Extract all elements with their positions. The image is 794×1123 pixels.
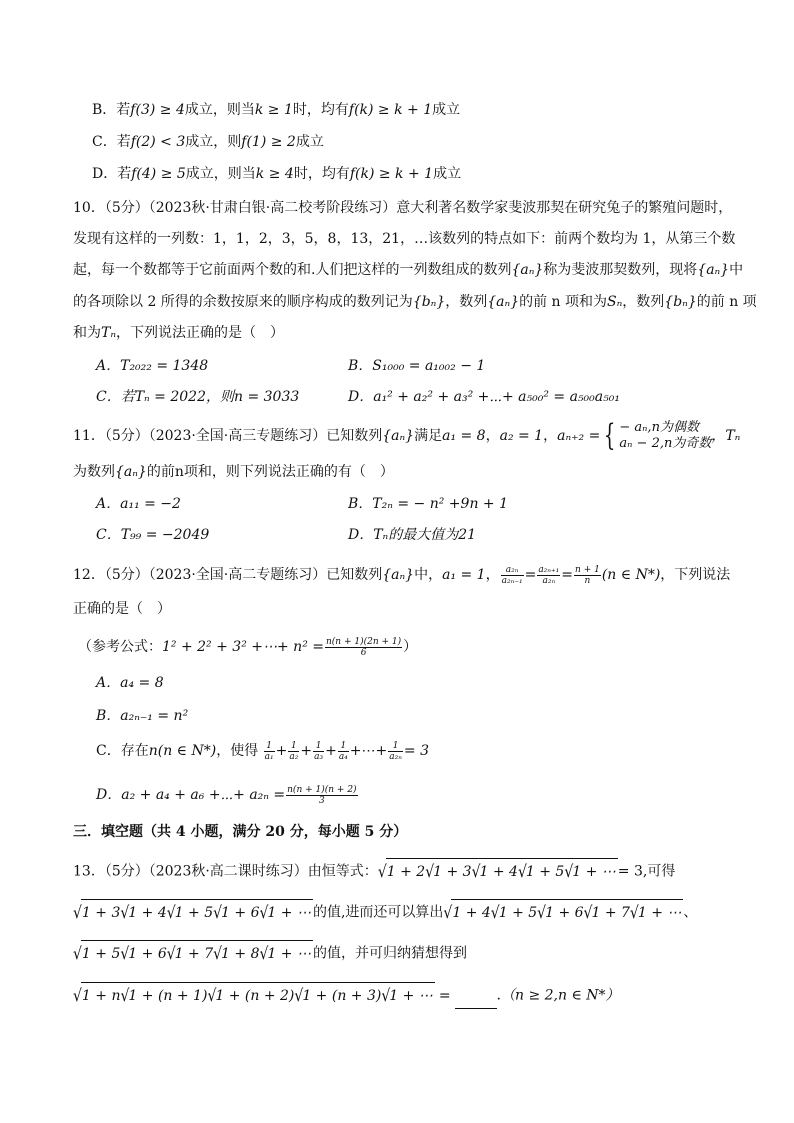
text: ，下列说法正确的是（ ） xyxy=(116,325,285,341)
text: ， xyxy=(485,567,500,583)
radical-term: 1 + 3 xyxy=(433,864,472,880)
math-expr: {bₙ} xyxy=(664,294,697,310)
radical-term: 1 + 5 xyxy=(174,905,214,921)
numerator: a₂ₙ xyxy=(501,565,524,576)
equals-sign: = xyxy=(561,567,574,583)
radical-term: 1 + ⋯ xyxy=(267,905,311,921)
numerator: 1 xyxy=(288,741,299,752)
text: 11．（5分）（2023·全国·高三专题练习）已知数列 xyxy=(73,428,383,444)
radical-term: 1 + 2 xyxy=(386,864,426,880)
q13-stem-line2 xyxy=(73,899,697,926)
math-expr: n(n ∈ N*) xyxy=(148,743,217,759)
option-label: B．若 xyxy=(92,102,131,118)
q10-option-d: D．a₁² + a₂² + a₃² +⋯+ a₅₀₀² = a₅₀₀a₅₀₁ xyxy=(348,389,620,405)
q13-stem-line1 xyxy=(73,858,675,885)
q10-stem-line3 xyxy=(73,260,743,280)
fraction xyxy=(325,637,402,658)
math-expr: a₂ = 1 xyxy=(499,428,544,444)
q10-stem-line2: 发现有这样的一列数：1，1，2，3，5，8，13，21，…该数列的特点如下：前两个数均为 1，从第三个数 xyxy=(73,231,736,247)
text: 起，每一个数都等于它前面两个数的和.人们把这样的一列数组成的数列 xyxy=(73,262,512,278)
text: 12．（5分）（2023·全国·高二专题练习）已知数列 xyxy=(73,567,383,583)
radical-term: 1 + 7 xyxy=(174,946,214,962)
fraction xyxy=(286,785,357,806)
text: ） xyxy=(403,639,418,655)
numerator: n(n + 1)(2n + 1) xyxy=(326,636,402,647)
text: （参考公式： xyxy=(78,639,162,655)
text: 的值,进而还可以算出 xyxy=(312,904,444,921)
text: 成立，则当 xyxy=(185,166,256,182)
q11-option-b: B．T₂ₙ = − n² +9n + 1 xyxy=(348,496,508,512)
text: 的值，并可归纳猜想得到 xyxy=(312,945,467,962)
math-expr: k ≥ 1 xyxy=(254,102,293,118)
q13-stem-line4 xyxy=(73,982,620,1009)
math-expr: 1² + 2² + 3² +⋯+ n² = xyxy=(162,639,324,655)
text: 成立 xyxy=(432,102,461,118)
plus-sign: + xyxy=(325,743,337,759)
denominator: n xyxy=(584,575,591,586)
numerator: 1 xyxy=(313,741,324,752)
radical-term: 1 + 4 xyxy=(452,905,491,921)
numerator: a₂ₙ₊₁ xyxy=(538,564,560,575)
nested-radical: √1 + 5√1 + 6√1 + 7√1 + 8√1 + ⋯ xyxy=(73,940,313,967)
math-expr: {aₙ} xyxy=(511,262,544,278)
case-even: − aₙ,n为偶数 xyxy=(619,420,699,435)
denominator: a₂ xyxy=(289,751,299,762)
math-expr: {aₙ} xyxy=(382,428,415,444)
q9-option-c xyxy=(92,132,324,152)
q11-stem-line2 xyxy=(73,462,394,482)
radical-term: 1 + 7 xyxy=(591,905,630,921)
q9-option-d xyxy=(92,164,461,184)
radical-term: 1 + 4 xyxy=(479,864,518,880)
denominator: 6 xyxy=(360,647,367,658)
left-brace: { xyxy=(604,418,616,453)
math-expr: {aₙ} xyxy=(697,262,730,278)
math-expr: aₙ₊₂ = xyxy=(557,428,601,444)
math-expr: （n ≥ 2,n ∈ N*） xyxy=(501,987,620,1004)
math-expr: f(4) ≥ 5 xyxy=(131,166,186,182)
q13-stem-line3 xyxy=(73,940,467,967)
fraction xyxy=(574,565,601,586)
math-expr: Tₙ xyxy=(101,325,117,341)
radical-term: 1 + ⋯ xyxy=(637,905,682,921)
q10-stem-line1: 10．（5分）（2023秋·甘肃白银·高二校考阶段练习）意大利著名数学家斐波那契在研究兔子的繁殖问题时， xyxy=(73,200,733,216)
q11-option-a: A．a₁₁ = −2 xyxy=(96,496,181,512)
text: 成立，则当 xyxy=(184,102,255,118)
q9-option-b xyxy=(92,100,460,120)
option-label: C．若 xyxy=(92,134,131,150)
section-heading: 三．填空题（共 4 小题，满分 20 分，每小题 5 分） xyxy=(73,824,408,840)
equals-sign: = xyxy=(524,567,537,583)
numerator: n(n + 1)(n + 2) xyxy=(287,784,357,795)
radical-term: 1 + (n + 3) xyxy=(302,988,382,1004)
math-expr: Sₙ xyxy=(607,294,623,310)
text: ，数列 xyxy=(445,294,488,310)
text: ，使得 xyxy=(216,743,259,759)
radical-term: 1 + 6 xyxy=(128,946,167,962)
fraction xyxy=(388,741,403,762)
text: 的各项除以 2 所得的余数按原来的顺序构成的数列记为 xyxy=(73,294,413,310)
text: 和为 xyxy=(73,325,101,341)
radical-term: 1 + 3 xyxy=(81,905,121,921)
denominator: a₁ xyxy=(264,751,274,762)
plus-sign: + xyxy=(300,743,313,759)
numerator: n + 1 xyxy=(575,564,600,575)
text: ，下列说法 xyxy=(660,567,731,583)
plus-sign: + xyxy=(275,743,288,759)
radical-term: 1 + 6 xyxy=(221,905,260,921)
ellipsis: +⋯+ xyxy=(349,743,388,759)
q12-option-a: A．a₄ = 8 xyxy=(96,675,164,691)
nested-radical: √1 + 3√1 + 4√1 + 5√1 + 6√1 + ⋯ xyxy=(73,899,313,926)
denominator: a₂ₙ xyxy=(542,575,556,586)
radical-term: 1 + (n + 1) xyxy=(128,988,208,1004)
math-expr: ，Tₙ xyxy=(711,428,741,444)
denominator: 3 xyxy=(318,795,325,806)
radical-term: 1 + 5 xyxy=(81,946,121,962)
math-expr: D．a₂ + a₄ + a₆ +⋯+ a₂ₙ = xyxy=(96,787,286,803)
q12-option-d xyxy=(96,782,359,808)
math-expr: f(1) ≥ 2 xyxy=(241,134,296,150)
text: 时，均有 xyxy=(293,166,350,182)
numerator: 1 xyxy=(264,741,275,752)
text: 的前n项和，则下列说法正确的有（ ） xyxy=(146,464,394,480)
q11-option-d: D．Tₙ的最大值为21 xyxy=(348,527,477,543)
text: ， xyxy=(485,428,500,444)
math-expr: (n ∈ N*) xyxy=(601,567,661,583)
text: = 3,可得 xyxy=(617,863,676,880)
text: 的前 n 项和为 xyxy=(519,294,608,310)
text: C．存在 xyxy=(96,743,149,759)
radical-term: 1 + 6 xyxy=(545,905,584,921)
text: 、 xyxy=(683,904,698,921)
radical-term: 1 + 5 xyxy=(525,864,565,880)
radical-term: 1 + ⋯ xyxy=(267,946,311,962)
fraction xyxy=(313,741,324,762)
text: 的前 n 项 xyxy=(696,294,757,310)
text: ，数列 xyxy=(622,294,665,310)
math-expr: f(k) ≥ k + 1 xyxy=(349,166,434,182)
option-label: D．若 xyxy=(92,166,132,182)
nested-radical: √1 + n√1 + (n + 1)√1 + (n + 2)√1 + (n + 3)√1 + ⋯ xyxy=(73,982,435,1009)
math-expr: k ≥ 4 xyxy=(255,166,294,182)
numerator: 1 xyxy=(338,741,349,752)
text: . xyxy=(496,987,501,1004)
math-expr: a₁ = 1 xyxy=(442,567,486,583)
text: 成立 xyxy=(433,166,462,182)
q12-option-c xyxy=(96,738,429,764)
text: 中 xyxy=(729,262,744,278)
q11-stem-line1 xyxy=(73,420,740,452)
math-expr: f(3) ≥ 4 xyxy=(130,102,185,118)
math-expr: {bₙ} xyxy=(412,294,446,310)
text: 为数列 xyxy=(73,464,115,480)
q10-option-b: B．S₁₀₀₀ = a₁₀₀₂ − 1 xyxy=(348,358,486,374)
math-expr: f(2) < 3 xyxy=(130,134,186,150)
radical-term: 1 + ⋯ xyxy=(389,988,433,1004)
fraction xyxy=(338,741,349,762)
nested-radical: √1 + 4√1 + 5√1 + 6√1 + 7√1 + ⋯ xyxy=(443,899,683,926)
text: 成立，则 xyxy=(185,134,242,150)
radical-term: 1 + 8 xyxy=(221,946,260,962)
text: 中， xyxy=(414,567,443,583)
q12-reference-formula xyxy=(78,634,417,660)
fraction xyxy=(264,741,275,762)
math-expr: f(k) ≥ k + 1 xyxy=(348,102,433,118)
q12-stem-line2: 正确的是（ ） xyxy=(73,601,171,617)
answer-blank[interactable] xyxy=(455,994,497,1009)
denominator: a₂ₙ xyxy=(389,751,402,762)
q12-option-b: B．a₂ₙ₋₁ = n² xyxy=(96,708,189,724)
radical-term: 1 + 4 xyxy=(128,905,167,921)
math-expr: a₁ = 8 xyxy=(442,428,486,444)
denominator: a₄ xyxy=(338,751,348,762)
numerator: 1 xyxy=(388,741,403,752)
q10-stem-line5 xyxy=(73,323,284,343)
text: 满足 xyxy=(414,428,443,444)
text: 时，均有 xyxy=(292,102,349,118)
denominator: a₂ₙ₋₁ xyxy=(501,575,523,586)
text: 称为斐波那契数列，现将 xyxy=(543,262,698,278)
q10-option-c: C．若Tₙ = 2022，则n = 3033 xyxy=(96,389,300,405)
math-expr: {aₙ} xyxy=(382,567,415,583)
q12-stem-line1 xyxy=(73,562,730,588)
radical-term: 1 + 5 xyxy=(498,905,538,921)
piecewise-cases xyxy=(619,420,711,452)
q11-option-c: C．T₉₉ = −2049 xyxy=(96,527,210,543)
text: 13．（5分）（2023秋·高二课时练习）由恒等式： xyxy=(73,863,378,880)
math-expr: {aₙ} xyxy=(487,294,520,310)
radical-term: 1 + (n + 2) xyxy=(215,988,295,1004)
fraction xyxy=(537,565,560,586)
case-odd: aₙ − 2,n为奇数 xyxy=(619,436,712,451)
equals-sign: = xyxy=(438,987,451,1004)
nested-radical: √1 + 2√1 + 3√1 + 4√1 + 5√1 + ⋯ xyxy=(378,858,618,885)
denominator: a₃ xyxy=(314,751,324,762)
math-expr: {aₙ} xyxy=(115,464,147,480)
q10-stem-line4 xyxy=(73,292,757,312)
text: ， xyxy=(543,428,558,444)
fraction xyxy=(288,741,299,762)
radical-term: 1 + n xyxy=(81,988,121,1004)
fraction xyxy=(501,565,524,586)
q10-option-a: A．T₂₀₂₂ = 1348 xyxy=(96,358,209,374)
math-expr: = 3 xyxy=(403,743,429,759)
text: 成立 xyxy=(295,134,324,150)
radical-term: 1 + ⋯ xyxy=(572,864,616,880)
